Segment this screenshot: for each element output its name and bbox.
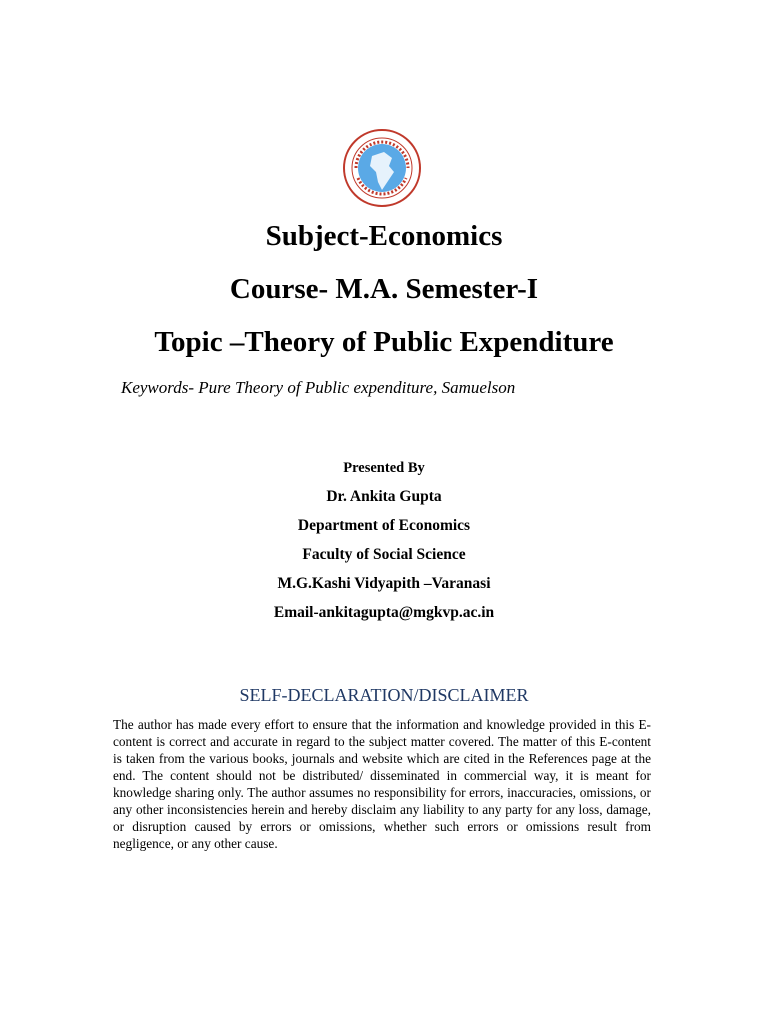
disclaimer-paragraph: The author has made every effort to ensure that the information and knowledge provided in this E-content is correct and accurate in regard to the subject matter covered. The matter of this E-content is taken from the various books, journals and website which are cited in the References page at the end. The content should not be distributed/ disseminated in commercial way, it is meant for knowledge sharing only. The author assumes no responsibility for errors, inaccuracies, omissions, or any other inconsistencies herein and hereby disclaim any liability to any party for any loss, damage, or disruption caused by errors or omissions, whether such errors or omissions result from negligence, or any other cause. [113, 717, 651, 851]
subject-title: Subject-Economics [265, 220, 503, 252]
disclaimer-heading: SELF-DECLARATION/DISCLAIMER [239, 685, 529, 705]
faculty-name: Faculty of Social Science [302, 546, 466, 563]
topic-title: Topic –Theory of Public Expenditure [154, 326, 614, 358]
author-email: Email-ankitagupta@mgkvp.ac.in [273, 604, 495, 621]
keywords-line: Keywords- Pure Theory of Public expenditure, Samuelson [121, 378, 516, 397]
department-name: Department of Economics [297, 517, 471, 534]
university-emblem-icon [342, 128, 422, 208]
university-name: M.G.Kashi Vidyapith –Varanasi [277, 575, 491, 592]
course-title: Course- M.A. Semester-I [229, 273, 539, 305]
presented-by-label: Presented By [343, 460, 425, 476]
author-name: Dr. Ankita Gupta [326, 488, 442, 505]
